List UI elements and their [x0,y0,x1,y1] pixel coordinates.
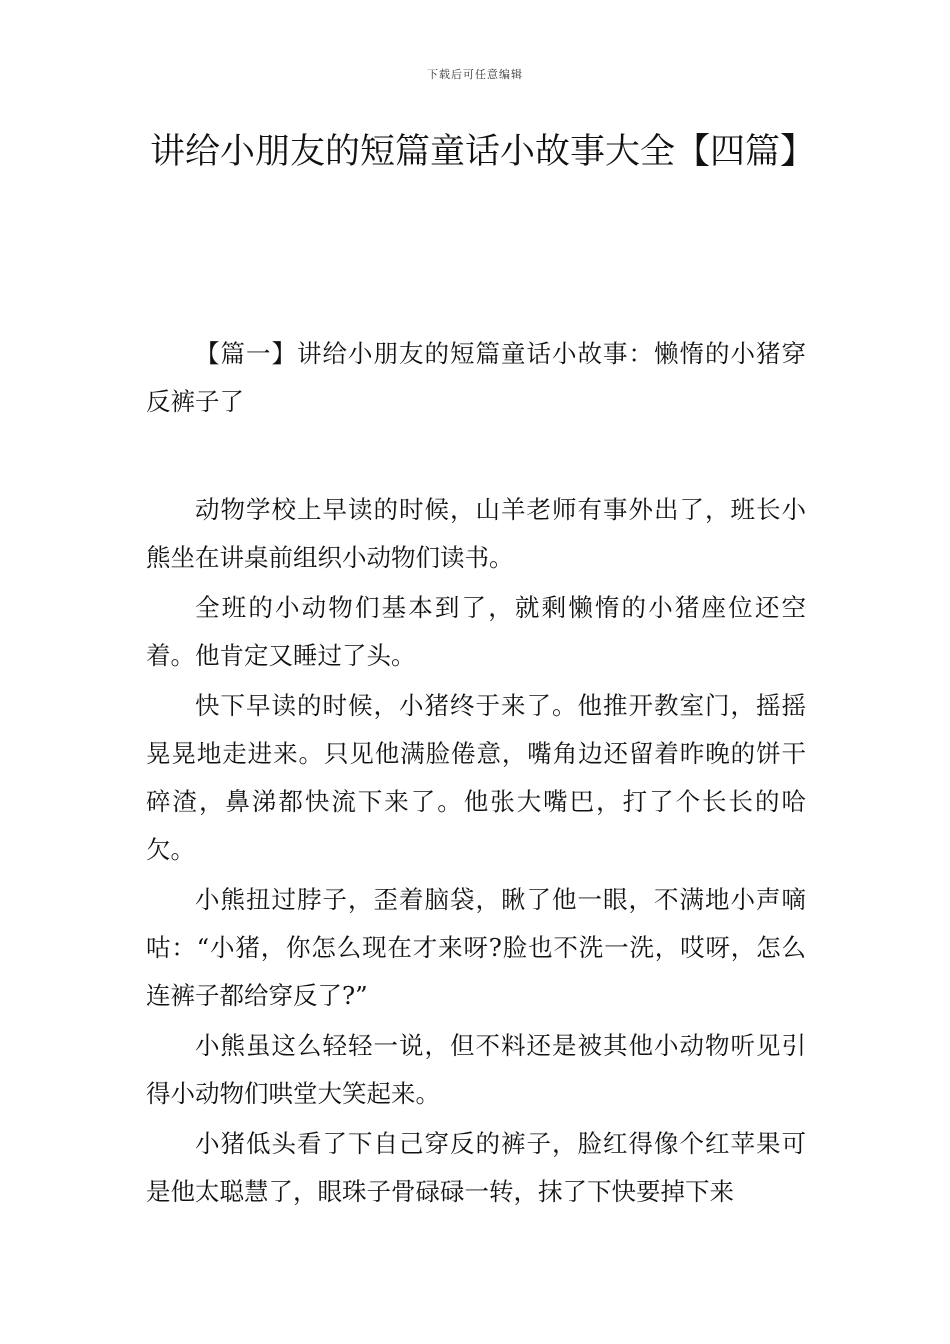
document-body [146,330,806,1218]
document-title: 讲给小朋友的短篇童话小故事大全【四篇】 [150,132,816,172]
body-paragraph: 动物学校上早读的时候，山羊老师有事外出了，班长小熊坐在讲桌前组织小动物们读书。 [146,495,806,572]
section-heading: 【篇一】讲给小朋友的短篇童话小故事：懒惰的小猪穿反裤子了 [146,339,806,416]
body-paragraph: 小猪低头看了下自己穿反的裤子，脸红得像个红苹果可是他太聪慧了，眼珠子骨碌碌一转，抹了下快要掉下来 [146,1129,806,1206]
body-paragraph: 小熊虽这么轻轻一说，但不料还是被其他小动物听见引得小动物们哄堂大笑起来。 [146,1031,806,1108]
body-paragraph: 小熊扭过脖子，歪着脑袋，瞅了他一眼，不满地小声嘀咕：“小猪，你怎么现在才来呀?脸也不洗一洗，哎呀，怎么连裤子都给穿反了?” [146,885,806,1010]
header-note: 下载后可任意编辑 [427,68,523,81]
body-paragraph: 全班的小动物们基本到了，就剩懒惰的小猪座位还空着。他肯定又睡过了头。 [146,593,806,670]
body-paragraph: 快下早读的时候，小猪终于来了。他推开教室门，摇摇晃晃地走进来。只见他满脸倦意，嘴角边还留着昨晚的饼干碎渣，鼻涕都快流下来了。他张大嘴巴，打了个长长的哈欠。 [146,691,806,864]
